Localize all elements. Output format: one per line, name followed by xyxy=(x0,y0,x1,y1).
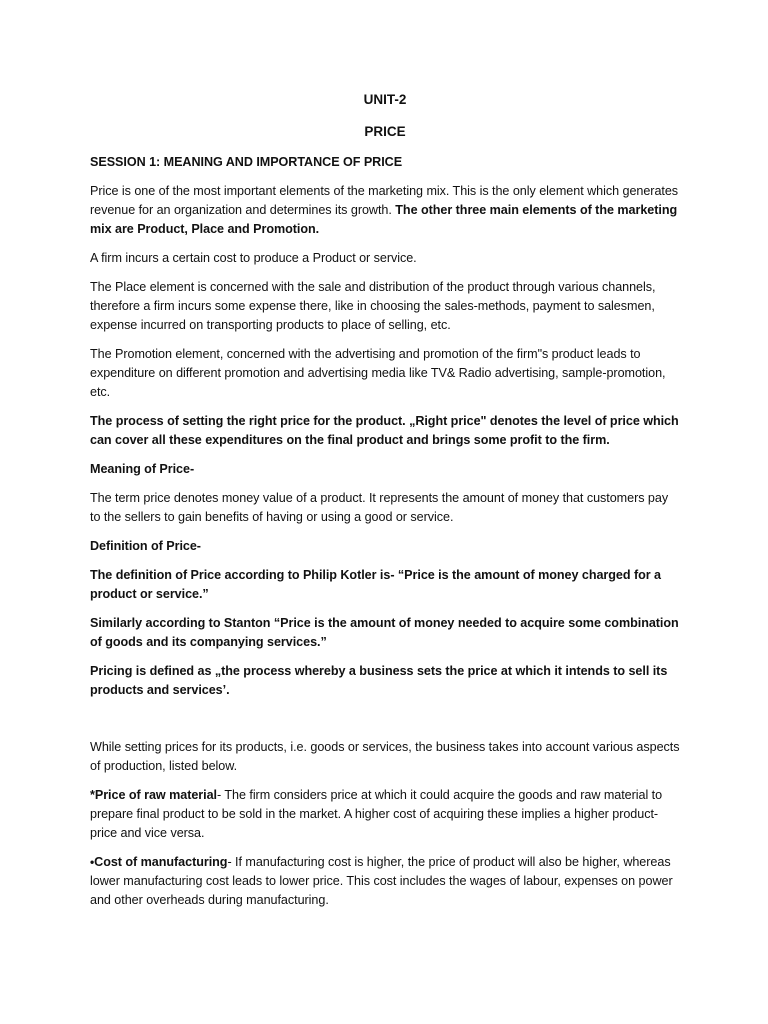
manufacturing-label: Cost of manufacturing xyxy=(94,855,228,869)
pricing-definition: Pricing is defined as „the process whereby a business sets the price at which it intends to sell its products and services’. xyxy=(90,664,668,697)
page-title: PRICE xyxy=(364,124,406,139)
place-paragraph: The Place element is concerned with the sale and distribution of the product through various channels, therefore a firm incurs some expense there, like in choosing the sales-methods, payment to salesmen, expense incurred on transporting products to place of selling, etc. xyxy=(90,280,656,332)
promotion-paragraph: The Promotion element, concerned with the advertising and promotion of the firm"s product leads to expenditure on different promotion and advertising media like TV& Radio advertising, sample-promotion, etc. xyxy=(90,347,666,399)
session-heading: SESSION 1: MEANING AND IMPORTANCE OF PRICE xyxy=(90,155,403,169)
intro-bold-text: The other three main elements of the marketing mix are Product, Place and Promotion. xyxy=(90,203,678,236)
unit-heading: UNIT-2 xyxy=(363,92,407,107)
meaning-paragraph: The term price denotes money value of a product. It represents the amount of money that customers pay to the sellers to gain benefits of having or using a good or service. xyxy=(90,491,669,524)
definition-heading: Definition of Price- xyxy=(90,539,201,553)
intro-text: Price is one of the most important elements of the marketing mix. This is the only element which generates revenue for an organization and determines its growth. xyxy=(90,184,679,217)
raw-material-text: - The firm considers price at which it could acquire the goods and raw material to prepare final product to be sold in the market. A higher cost of acquiring these implies a higher product-price and vice versa. xyxy=(90,788,663,840)
intro-paragraph xyxy=(90,182,680,239)
raw-material-label: *Price of raw material xyxy=(90,788,217,802)
aspects-intro-paragraph: While setting prices for its products, i.e. goods or services, the business takes into account various aspects of production, listed below. xyxy=(90,740,680,773)
meaning-heading: Meaning of Price- xyxy=(90,462,195,476)
right-price-paragraph: The process of setting the right price for the product. „Right price" denotes the level of price which can cover all these expenditures on the final product and brings some profit to the firm. xyxy=(90,414,679,447)
bullet-icon: • xyxy=(90,855,95,869)
kotler-definition: The definition of Price according to Philip Kotler is- “Price is the amount of money charged for a product or service.” xyxy=(90,568,661,601)
manufacturing-text: - If manufacturing cost is higher, the price of product will also be higher, whereas lower manufacturing cost leads to lower price. This cost includes the wages of labour, expenses on power and other overheads during manufacturing. xyxy=(90,855,673,907)
manufacturing-item xyxy=(90,853,680,910)
stanton-definition: Similarly according to Stanton “Price is the amount of money needed to acquire some combination of goods and its companying services.” xyxy=(90,616,679,649)
cost-paragraph: A firm incurs a certain cost to produce a Product or service. xyxy=(90,251,417,265)
raw-material-item xyxy=(90,786,680,843)
